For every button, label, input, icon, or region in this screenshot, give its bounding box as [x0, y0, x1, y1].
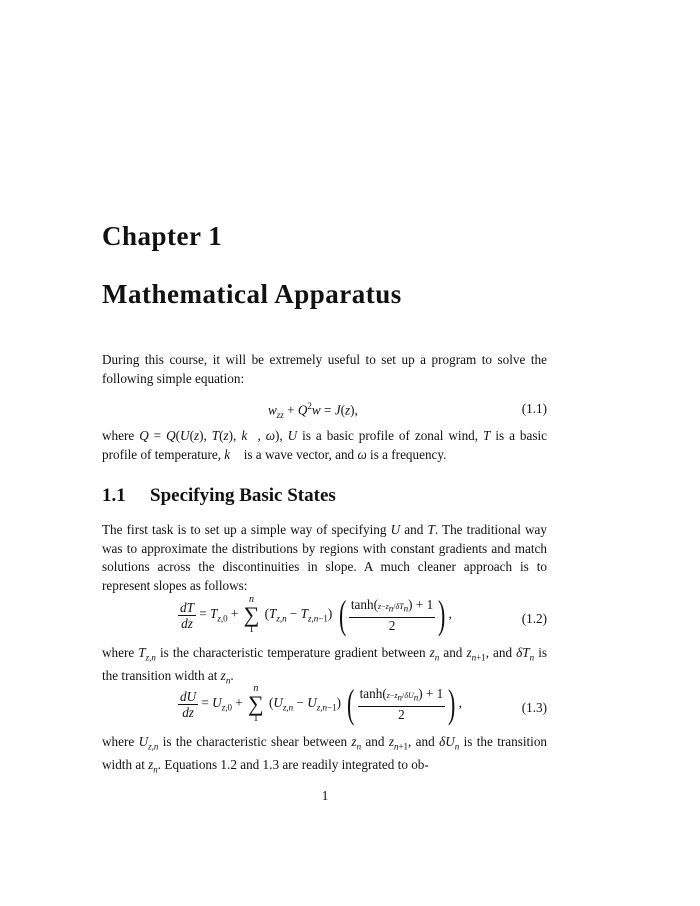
equation-number: (1.1) — [521, 401, 547, 416]
document-page: Chapter 1 Mathematical Apparatus During this course, it will be extremely useful to set up a program to solve the following simple equation: $w_{zz} + Q^2w = J(z)$, (1.1) where Q = Q(U(z), T(z), k⃗, ω), U is a basic profile of zonal wind, T is a basic profile of temperature, k⃗ is a wave vector, and ω is a frequency. 1.1 Specifying Basic States The first task is to set up a simple way of specifying U and T. The traditional way was to approximate the distributions by regions with constant gradients and match solutions across the discontinuities in slope. A much cleaner approach is to represent slopes as follows: $\frac{dT}{dz}$ = $T_{z,0} + n$ ∑ 1 $(T_{z,n} - T_{z,n-1})$ ( $\frac{\tanh(z-z_n/\delta T_n) + 1}{2}$ ) , (1.2) where $T_{z,n}$ is the characteristic temperature gradient between $z_n$ and $z_{n+1}$, and $\delta T_n$ is the transition width at $z_n$. where $U_{z,n}$ is the characteristic shear between $z_n$ and $z_{n+1}$, and $\delta U_n$ is the transition width at $z_n$. Equations 1.2 and 1.3 are readily integrated to ob- $\frac{dU}{dz}$ = $U_{z,0} + n$ ∑ 1 $(U_{z,n} - U_{z,n-1})$ ( $\frac{\tanh(z-z_n/\delta U_n) + 1}{2}$ ) , (1.3) 1 — [0, 0, 700, 906]
body-paragraph-1: The first task is to set up a simple way of specifying U and T. The traditional way was to approximate the distributions by regions with constant gradients and match solutions across the discontinuities in slope. A much cleaner approach is to represent slopes as follows: — [102, 522, 547, 593]
equation-1-2: $\frac{dT}{dz}$ = $T_{z,0} + n$ ∑ 1 $(T_{z,n} - T_{z,n-1})$ ( $\frac{\tanh(z-z_n/\delta T_n) + 1}{2}$ ) , (1.2) — [180, 592, 547, 637]
chapter-label: Chapter 1 — [102, 221, 223, 251]
equation-number: (1.3) — [521, 700, 547, 715]
intro-paragraph: During this course, it will be extremely useful to set up a program to solve the following simple equation: — [102, 352, 547, 386]
page-number: 1 — [321, 788, 329, 803]
after-equation-1-3: where $U_{z,n}$ is the characteristic shear between $z_n$ and $z_{n+1}$, and $\delta U_n$ is the transition width at $z_n$. Equations 1.2 and 1.3 are readily integrated to ob- — [102, 734, 548, 775]
section-title: Specifying Basic States — [150, 485, 336, 506]
intro-after-equation: where Q = Q(U(z), T(z), k⃗, ω), U is a basic profile of zonal wind, T is a basic profile of temperature, k⃗ is a wave vector, and ω is a frequency. — [102, 428, 547, 462]
equation-1-3: $\frac{dU}{dz}$ = $U_{z,0} + n$ ∑ 1 $(U_{z,n} - U_{z,n-1})$ ( $\frac{\tanh(z-z_n/\delta U_n) + 1}{2}$ ) , (1.3) — [180, 681, 547, 726]
after-equation-1-2: where $T_{z,n}$ is the characteristic temperature gradient between $z_n$ and $z_{n+1}$, and $\delta T_n$ is the transition width at $z_n$. — [102, 645, 547, 686]
section-number: 1.1 — [102, 485, 126, 506]
equation-number: (1.2) — [521, 611, 547, 626]
section-heading — [102, 485, 336, 507]
chapter-title: Mathematical Apparatus — [102, 279, 402, 309]
